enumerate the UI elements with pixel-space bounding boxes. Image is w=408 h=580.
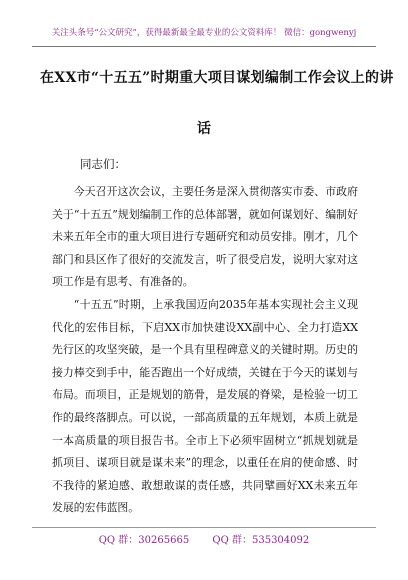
document-title-continuation: 话 xyxy=(196,121,212,137)
salutation: 同志们： xyxy=(80,157,126,171)
header-notice: 关注头条号“公文研究”，获得最新最全最专业的公文资料库！ 微信：gongwenyj xyxy=(51,28,357,38)
footer-divider xyxy=(32,527,376,528)
body-paragraph: “十五五”时期，上承我国迈向2035年基本实现社会主义现代化的宏伟目标，下启XX市加快建设XX副中心、全力打造XX先行区的攻坚突破，是一个具有里程碑意义的关键时期。历史的接力棒交到手中，能否跑出一个好成绩，关键在于今天的谋划与布局。而项目，正是规划的筋骨，是发展的脊梁，是检验一切工作的最终落脚点。可以说，一部高质量的五年规划，本质上就是一本高质量的项目报告书。全市上下必须牢固树立“抓规划就是抓项目、谋项目就是谋未来”的理念，以重任在肩的使命感、时不我待的紧迫感、敢想敢谋的责任感，共同擘画好XX未来五年发展的宏伟蓝图。 xyxy=(52,297,358,515)
body-paragraph: 今天召开这次会议，主要任务是深入贯彻落实市委、市政府关于“十五五”规划编制工作的总体部署，就如何谋划好、编制好未来五年全市的重大项目进行专题研究和动员安排。刚才，几个部门和县区作了很好的交流发言，听了很受启发，说明大家对这项工作是有思考、有准备的。 xyxy=(52,185,358,289)
document-title: 在XX市“十五五”时期重大项目谋划编制工作会议上的讲 xyxy=(40,70,394,86)
header-divider xyxy=(32,46,376,47)
footer-contact xyxy=(0,531,408,546)
qq-group-2: QQ 群：535304092 xyxy=(212,535,310,546)
qq-group-1: QQ 群：30265665 xyxy=(98,535,190,546)
document-body xyxy=(52,181,358,520)
